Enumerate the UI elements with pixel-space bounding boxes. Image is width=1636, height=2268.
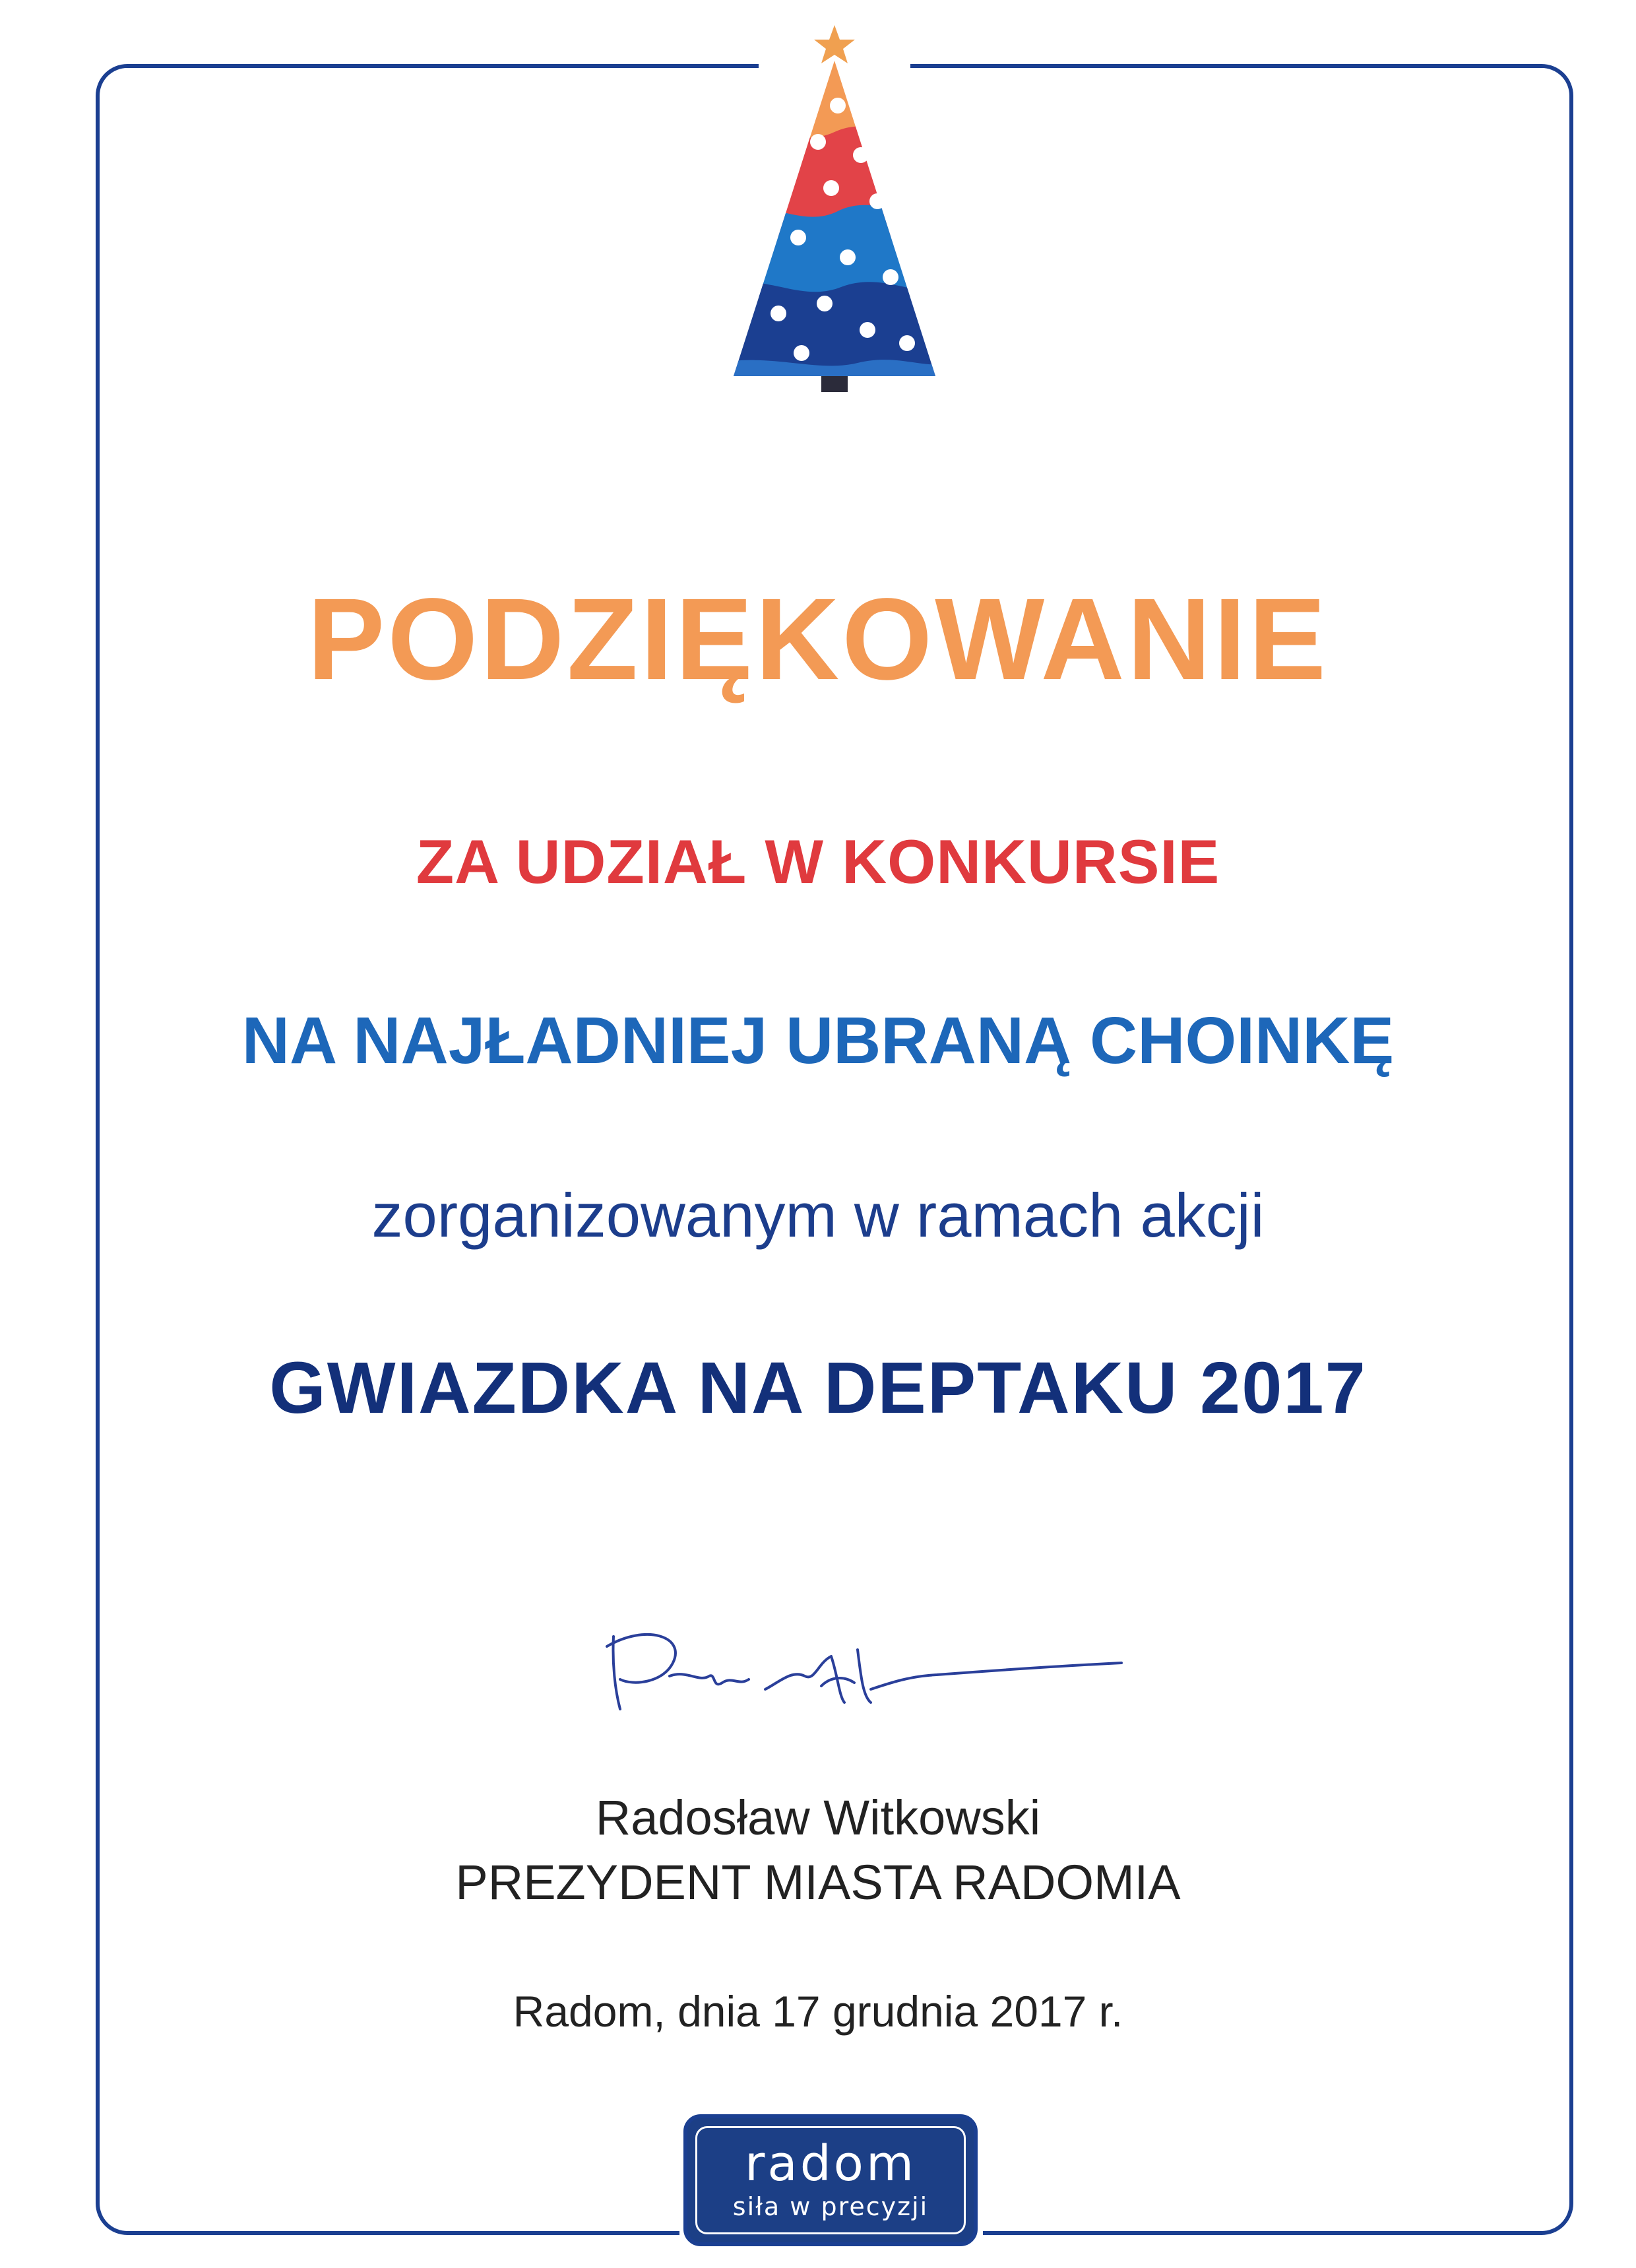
contest-name-line: NA NAJŁADNIEJ UBRANĄ CHOINKĘ xyxy=(241,1004,1395,1078)
radom-logo xyxy=(683,2114,978,2246)
logo-tagline: siła w precyzji xyxy=(732,2192,929,2221)
signatory-role: PREZYDENT MIASTA RADOMIA xyxy=(455,1855,1181,1910)
tree-star-icon xyxy=(814,25,855,63)
signatory-name: Radosław Witkowski xyxy=(595,1790,1041,1845)
contest-participation-line: ZA UDZIAŁ W KONKURSIE xyxy=(416,827,1220,896)
christmas-tree-icon xyxy=(719,20,950,396)
event-name: GWIAZDKA NA DEPTAKU 2017 xyxy=(269,1347,1367,1429)
tree-trunk xyxy=(821,376,848,392)
logo-wordmark: radom xyxy=(744,2135,917,2192)
signature xyxy=(594,1610,1135,1729)
place-and-date: Radom, dnia 17 grudnia 2017 r. xyxy=(513,1987,1123,2036)
organized-by-line: zorganizowanym w ramach akcji xyxy=(371,1181,1265,1250)
certificate-title: PODZIĘKOWANIE xyxy=(307,575,1329,704)
